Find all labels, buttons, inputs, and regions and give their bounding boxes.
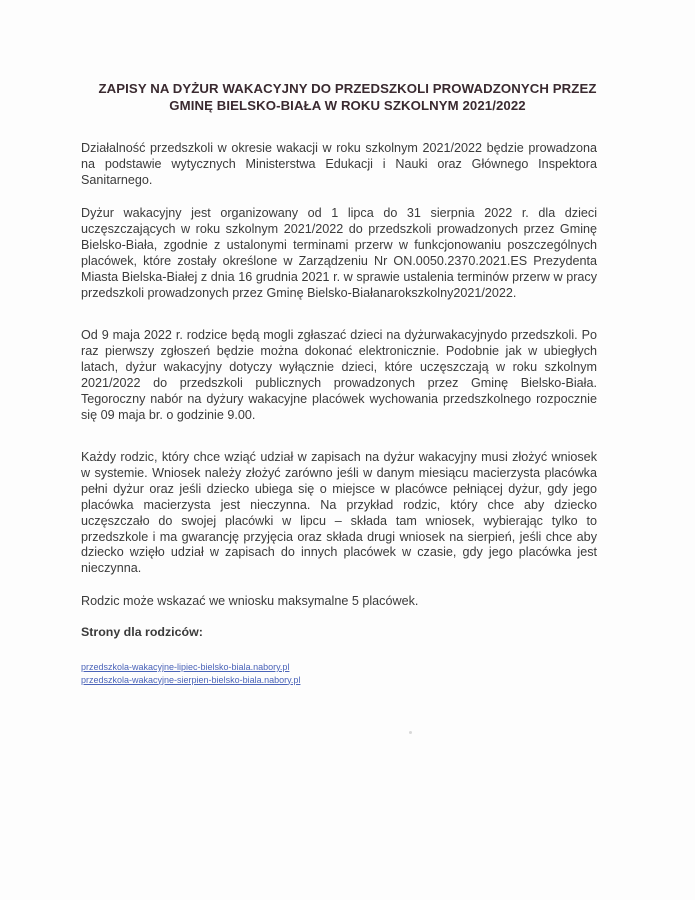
paragraph-max-facilities: Rodzic może wskazać we wniosku maksymalne 5 placówek.	[81, 594, 419, 608]
document-title-line-2: GMINĘ BIELSKO-BIAŁA W ROKU SZKOLNYM 2021/2022	[169, 98, 526, 113]
link-august-enrollment[interactable]: przedszkola-wakacyjne-sierpien-bielsko-biala.nabory.pl	[81, 674, 301, 685]
document-title	[60, 80, 635, 114]
document-title-line-1: ZAPISY NA DYŻUR WAKACYJNY DO PRZEDSZKOLI PROWADZONYCH PRZEZ	[98, 81, 597, 96]
link-july-enrollment[interactable]: przedszkola-wakacyjne-lipiec-bielsko-biala.nabory.pl	[81, 662, 290, 672]
paragraph-application-rules: Każdy rodzic, który chce wziąć udział w zapisach na dyżur wakacyjny musi złożyć wniosek w systemie. Wniosek należy złożyć zarówno jeśli w danym miesiącu macierzysta placówka pełni dyżur oraz jeśli dziecko ubiega się o miejsce w placówce pełniącej dyżur, gdy jego placówka macierzysta jest nieczynna. Na przykład rodzic, który chce aby dziecko uczęszczało do swojej placówki w lipcu – składa tam wniosek, wybierając tylko to przedszkole i ma gwarancję przyjęcia oraz składa drugi wniosek na sierpień, jeśli chce aby dziecko wzięło udział w zapisach do innych placówek w czasie, gdy jego placówka jest nieczynna.	[81, 450, 597, 576]
paragraph-enrollment-start: Od 9 maja 2022 r. rodzice będą mogli zgłaszać dzieci na dyżurwakacyjnydo przedszkoli. Po raz pierwszy zgłoszeń będzie można dokonać elektronicznie. Podobnie jak w ubiegłych latach, dyżur wakacyjny dotyczy wyłącznie dzieci, które uczęszczają w roku szkolnym 2021/2022 do przedszkoli publicznych prowadzonych przez Gminę Bielsko-Biała. Tegoroczny nabór na dyżury wakacyjne placówek wychowania przedszkolnego rozpocznie się 09 maja br. o godzinie 9.00.	[81, 328, 597, 422]
scan-speck	[409, 731, 412, 734]
paragraph-duty-dates: Dyżur wakacyjny jest organizowany od 1 lipca do 31 sierpnia 2022 r. dla dzieci uczęszczających w roku szkolnym 2021/2022 do przedszkoli prowadzonych przez Gminę Bielsko-Biała, zgodnie z ustalonymi terminami przerw w funkcjonowaniu poszczególnych placówek, które zostały określone w Zarządzeniu Nr ON.0050.2370.2021.ES Prezydenta Miasta Bielska-Białej z dnia 16 grudnia 2021 r. w sprawie ustalenia terminów przerw w pracy przedszkoli prowadzonych przez Gminę Bielsko-Białanarokszkolny2021/2022.	[81, 206, 597, 300]
links-heading: Strony dla rodziców:	[81, 625, 203, 639]
paragraph-operations: Działalność przedszkoli w okresie wakacji w roku szkolnym 2021/2022 będzie prowadzona na podstawie wytycznych Ministerstwa Edukacji i Nauki oraz Głównego Inspektora Sanitarnego.	[81, 141, 597, 187]
links-list	[81, 661, 300, 686]
